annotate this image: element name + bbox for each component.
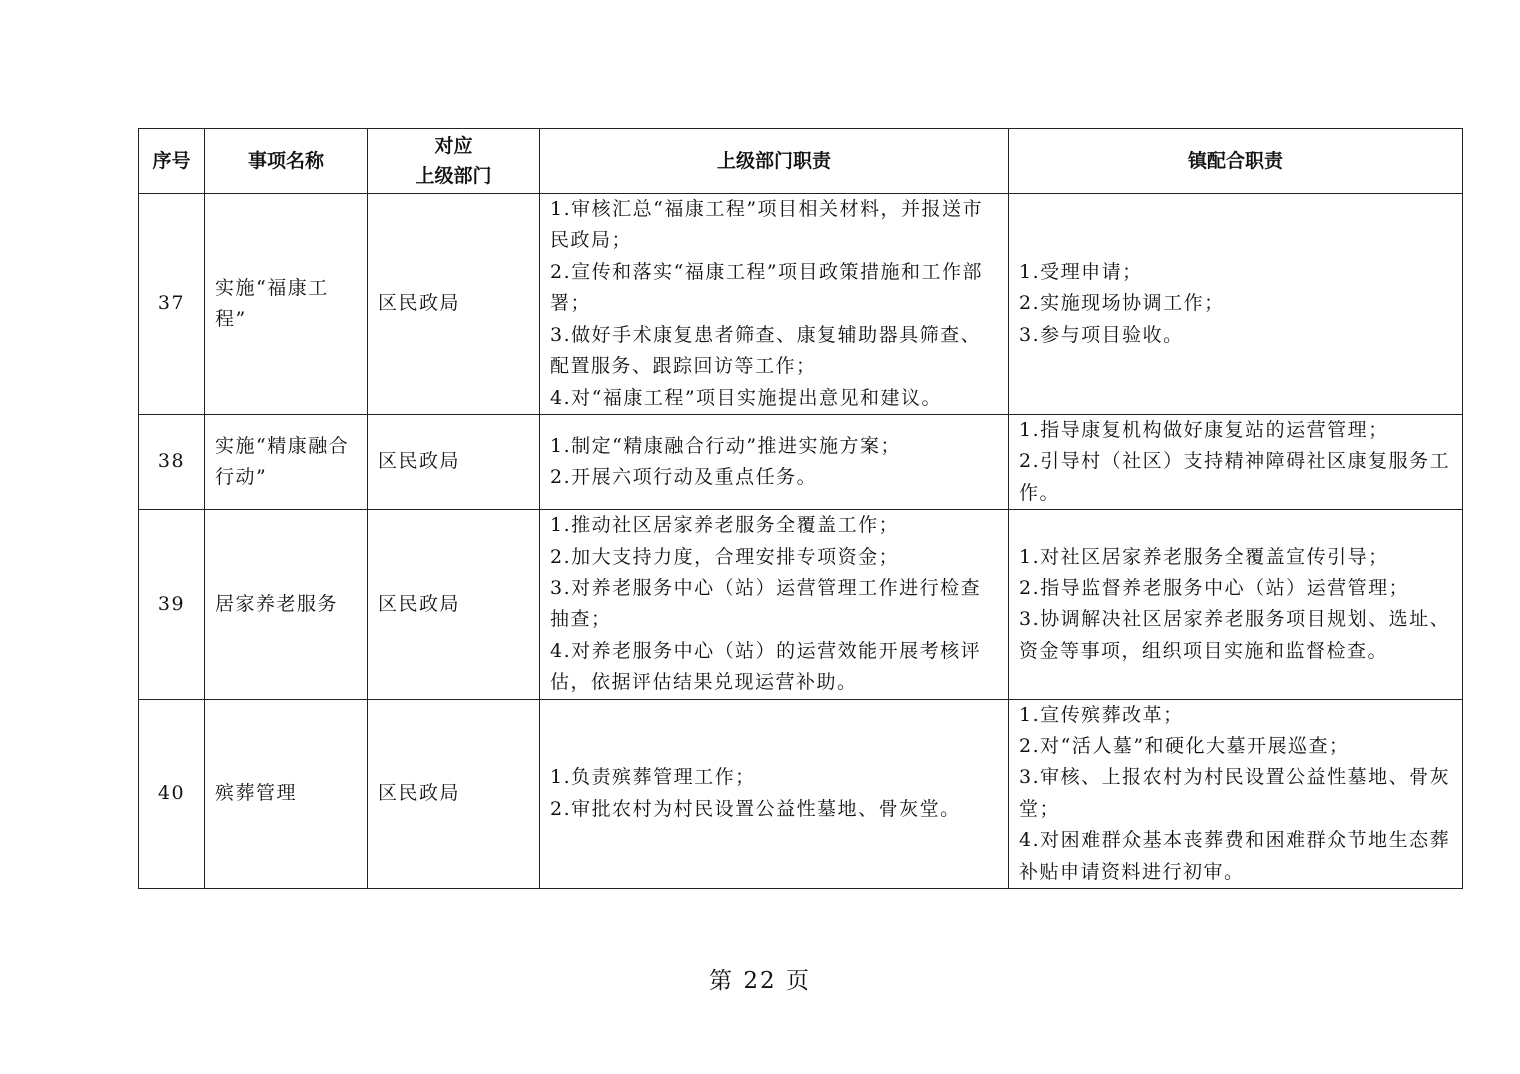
- row-dept: 区民政局: [368, 415, 540, 510]
- header-dept: [368, 129, 540, 194]
- duty-line: 3.参与项目验收。: [1019, 323, 1184, 346]
- row-upper-duty: [540, 510, 1009, 699]
- row-upper-duty: [540, 194, 1009, 415]
- row-item-name: 殡葬管理: [205, 699, 368, 888]
- duty-line: 2.指导监督养老服务中心（站）运营管理；: [1019, 577, 1410, 600]
- row-dept: 区民政局: [368, 699, 540, 888]
- row-seq: 38: [139, 415, 205, 510]
- duty-line: 3.做好手术康复患者筛查、康复辅助器具筛查、配置服务、跟踪回访等工作；: [550, 323, 982, 378]
- duty-line: 1.指导康复机构做好康复站的运营管理；: [1019, 419, 1389, 441]
- duty-line: 2.对“活人墓”和硬化大墓开展巡查；: [1019, 735, 1350, 758]
- duty-table: [138, 128, 1463, 889]
- header-dept-line1: 对应: [434, 135, 473, 157]
- table-row: [139, 194, 1463, 415]
- page-label-prefix: 第: [709, 968, 735, 994]
- header-town-duty: 镇配合职责: [1009, 129, 1463, 194]
- row-upper-duty: [540, 699, 1009, 888]
- table-row: [139, 415, 1463, 510]
- duty-line: 1.对社区居家养老服务全覆盖宣传引导；: [1019, 545, 1389, 568]
- page-label-suffix: 页: [785, 968, 811, 994]
- duty-line: 2.开展六项行动及重点任务。: [550, 466, 818, 489]
- duty-line: 3.对养老服务中心（站）运营管理工作进行检查抽查；: [550, 577, 982, 631]
- duty-line: 2.宣传和落实“福康工程”项目政策措施和工作部署；: [550, 260, 984, 315]
- row-seq: 39: [139, 510, 205, 699]
- duty-line: 1.负责殡葬管理工作；: [550, 766, 756, 789]
- duty-line: 2.实施现场协调工作；: [1019, 292, 1225, 315]
- duty-line: 3.审核、上报农村为村民设置公益性墓地、骨灰堂；: [1019, 766, 1451, 820]
- table-row: [139, 510, 1463, 699]
- duty-line: 3.协调解决社区居家养老服务项目规划、选址、资金等事项，组织项目实施和监督检查。: [1019, 608, 1451, 662]
- duty-line: 1.制定“精康融合行动”推进实施方案；: [550, 434, 902, 457]
- page-number: 22: [743, 968, 777, 994]
- duty-line: 1.宣传殡葬改革；: [1019, 703, 1184, 726]
- row-dept: 区民政局: [368, 510, 540, 699]
- duty-line: 4.对“福康工程”项目实施提出意见和建议。: [550, 386, 943, 409]
- row-town-duty: [1009, 510, 1463, 699]
- row-item-name: 实施“福康工程”: [205, 194, 368, 415]
- duty-line: 4.对困难群众基本丧葬费和困难群众节地生态葬补贴申请资料进行初审。: [1019, 829, 1451, 883]
- row-seq: 40: [139, 699, 205, 888]
- row-upper-duty: [540, 415, 1009, 510]
- row-town-duty: [1009, 699, 1463, 888]
- duty-line: 1.推动社区居家养老服务全覆盖工作；: [550, 514, 900, 537]
- row-town-duty: [1009, 415, 1463, 510]
- duty-line: 4.对养老服务中心（站）的运营效能开展考核评估，依据评估结果兑现运营补助。: [550, 639, 982, 694]
- duty-line: 2.引导村（社区）支持精神障碍社区康复服务工作。: [1019, 450, 1451, 504]
- duty-line: 2.审批农村为村民设置公益性墓地、骨灰堂。: [550, 797, 961, 820]
- row-item-name: 居家养老服务: [205, 510, 368, 699]
- duty-line: 1.受理申请；: [1019, 260, 1143, 283]
- header-upper-duty: 上级部门职责: [540, 129, 1009, 194]
- row-town-duty: [1009, 194, 1463, 415]
- duty-line: 2.加大支持力度，合理安排专项资金；: [550, 545, 900, 568]
- header-item-name: 事项名称: [205, 129, 368, 194]
- table-header: [139, 129, 1463, 194]
- row-item-name: 实施“精康融合行动”: [205, 415, 368, 510]
- row-seq: 37: [139, 194, 205, 415]
- row-dept: 区民政局: [368, 194, 540, 415]
- table-row: [139, 699, 1463, 888]
- page-footer: [0, 962, 1520, 995]
- header-dept-line2: 上级部门: [415, 165, 492, 187]
- duty-line: 1.审核汇总“福康工程”项目相关材料，并报送市民政局；: [550, 198, 984, 252]
- header-seq: 序号: [139, 129, 205, 194]
